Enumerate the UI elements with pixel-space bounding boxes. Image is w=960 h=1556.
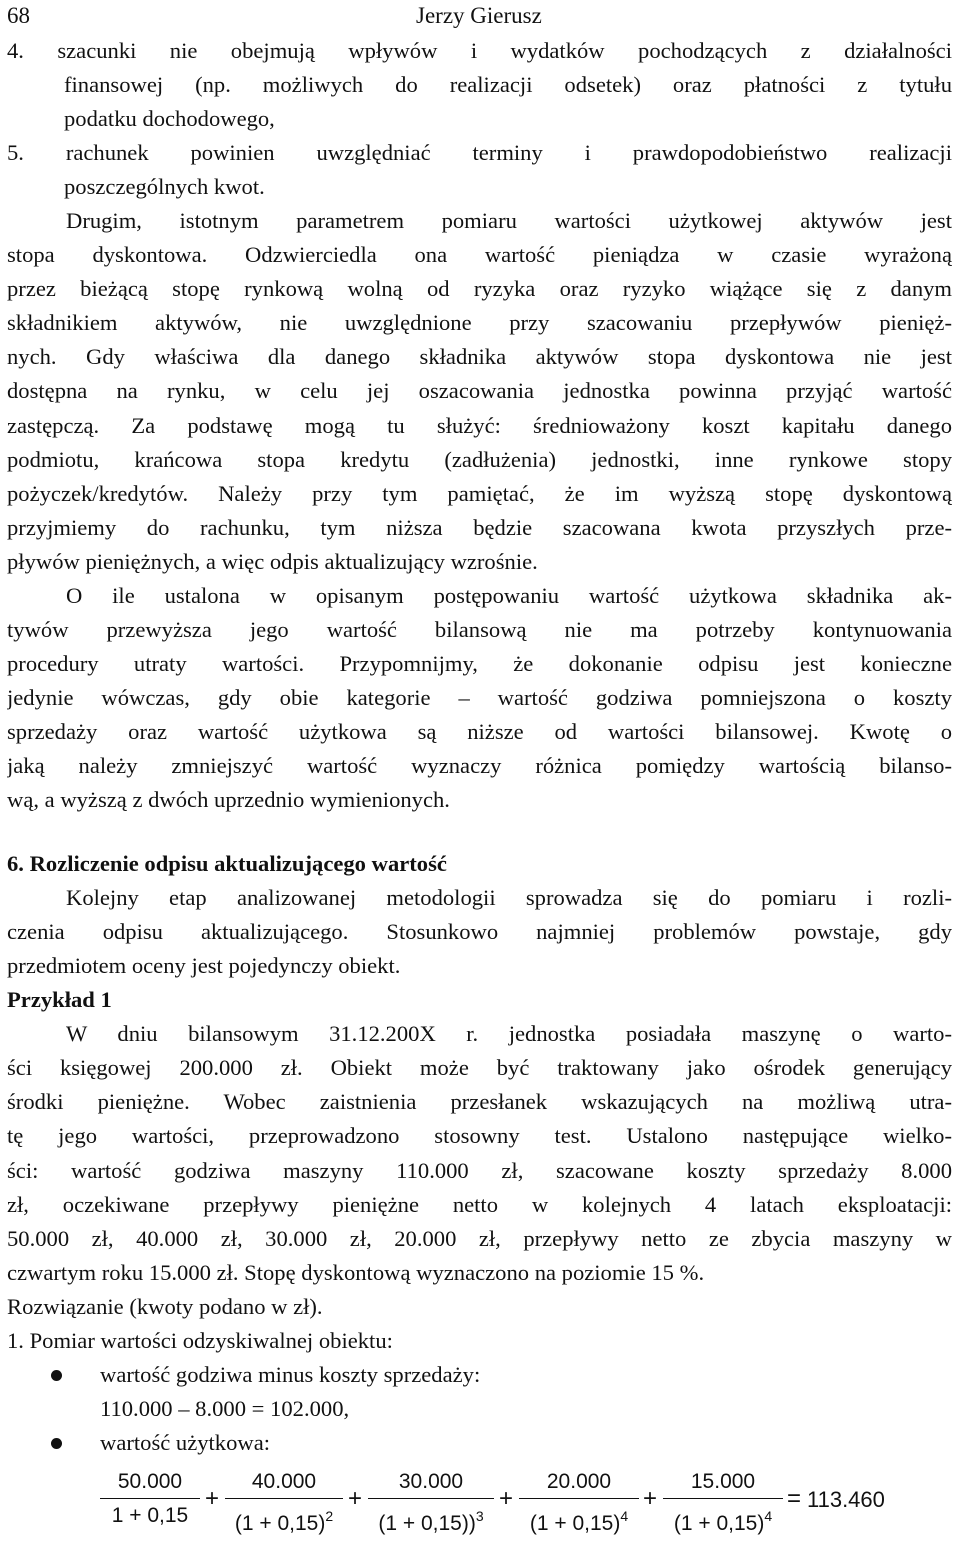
running-head-author: Jerzy Gierusz bbox=[416, 3, 542, 28]
plus-sign: + bbox=[643, 1484, 658, 1512]
paragraph-line: czwartym roku 15.000 zł. Stopę dyskontową wyznaczono na poziomie 15 %. bbox=[7, 1259, 705, 1285]
page-number: 68 bbox=[7, 3, 30, 28]
paragraph-line: przedmiotem oceny jest pojedynczy obiekt. bbox=[7, 953, 401, 979]
fraction-term bbox=[368, 1466, 494, 1533]
bullet-item-label: wartość użytkowa: bbox=[100, 1429, 271, 1455]
exponent: 4 bbox=[620, 1507, 629, 1524]
formula-result: 113.460 bbox=[807, 1486, 885, 1512]
exponent: 3 bbox=[475, 1507, 484, 1524]
fraction-term bbox=[100, 1466, 200, 1533]
paragraph-line: zastępczą. Za podstawę mogą tu służyć: średnioważony koszt kapitału danego bbox=[7, 412, 952, 438]
list-item-5: 5. rachunek powinien uwzględniać terminy i prawdopodobieństwo realizacji bbox=[7, 140, 952, 166]
paragraph-line: podmiotu, krańcowa stopa kredytu (zadłużenia) jednostki, inne rynkowe stopy bbox=[7, 446, 952, 472]
list-item-5-cont: poszczególnych kwot. bbox=[64, 174, 265, 200]
paragraph-line: tywów przewyższa jego wartość bilansową nie ma potrzeby kontynuowania bbox=[7, 616, 952, 642]
paragraph-line: ści księgowej 200.000 zł. Obiekt może być traktowany jako ośrodek generujący bbox=[7, 1055, 952, 1081]
paragraph-line: W dniu bilansowym 31.12.200X r. jednostka posiadała maszynę o warto- bbox=[66, 1021, 952, 1047]
list-item-4: 4. szacunki nie obejmują wpływów i wydatków pochodzących z działalności bbox=[7, 38, 952, 63]
paragraph-line: 50.000 zł, 40.000 zł, 30.000 zł, 20.000 zł, przepływy netto ze zbycia maszyny w bbox=[7, 1225, 952, 1251]
list-item-4-cont: podatku dochodowego, bbox=[64, 106, 275, 132]
paragraph-line: O ile ustalona w opisanym postępowaniu wartość użytkowa składnika ak- bbox=[66, 582, 952, 608]
denominator: 1 + 0,15 bbox=[111, 1503, 189, 1527]
denominator: (1 + 0,15))$^3$ bbox=[378, 1507, 484, 1535]
section-heading: 6. Rozliczenie odpisu aktualizującego wartość bbox=[7, 851, 447, 877]
paragraph-line: sprzedaży oraz wartość użytkowa są niższe od wartości bilansowej. Kwotę o bbox=[7, 718, 952, 744]
paragraph-line: pływów pieniężnych, a więc odpis aktualizujący wzrośnie. bbox=[7, 548, 538, 574]
denominator: $(1 + 0,15)^2$ bbox=[234, 1507, 334, 1535]
equals-sign: = bbox=[787, 1484, 802, 1512]
value-in-use-formula bbox=[7, 1466, 952, 1546]
paragraph-line: dostępna na rynku, w celu jej oszacowania jednostka powinna przyjąć wartość bbox=[7, 378, 952, 404]
bullet-item-calc bbox=[7, 1392, 952, 1426]
fraction-term bbox=[225, 1466, 343, 1533]
numerator: 30.000 bbox=[398, 1469, 464, 1493]
list-item-1: 1. Pomiar wartości odzyskiwalnej obiektu: bbox=[7, 1327, 393, 1353]
plus-sign: + bbox=[348, 1484, 363, 1512]
plus-sign: + bbox=[499, 1484, 514, 1512]
paragraph-line: Rozwiązanie (kwoty podano w zł). bbox=[7, 1293, 323, 1319]
paragraph-line: ści: wartość godziwa maszyny 110.000 zł, szacowane koszty sprzedaży 8.000 bbox=[7, 1157, 952, 1183]
document-page bbox=[7, 0, 952, 1546]
paragraph-line: jaką należy zmniejszyć wartość wyznaczy różnica pomiędzy wartością bilanso- bbox=[7, 752, 952, 778]
paragraph-line: nych. Gdy właściwa dla danego składnika aktywów stopa dyskontowa nie jest bbox=[7, 344, 952, 370]
bullet-item-fair-value bbox=[7, 1358, 952, 1392]
example-heading: Przykład 1 bbox=[7, 987, 112, 1013]
exponent: 2 bbox=[325, 1507, 334, 1524]
paragraph-line: jedynie wówczas, gdy obie kategorie – wartość godziwa pomniejszona o koszty bbox=[7, 684, 952, 710]
paragraph-line: Drugim, istotnym parametrem pomiaru wartości użytkowej aktywów jest bbox=[66, 208, 952, 234]
paragraph-line: przyjmiemy do rachunku, tym niższa będzie szacowana kwota przyszłych prze- bbox=[7, 514, 952, 540]
paragraph-line: czenia odpisu aktualizującego. Stosunkowo najmniej problemów powstaje, gdy bbox=[7, 919, 952, 945]
numerator: 40.000 bbox=[251, 1469, 317, 1493]
paragraph-line: Kolejny etap analizowanej metodologii sprowadza się do pomiaru i rozli- bbox=[66, 885, 952, 911]
list-item-4-cont: finansowej (np. możliwych do realizacji odsetek) oraz płatności z tytułu bbox=[64, 72, 952, 98]
denominator: $(1 + 0,15)^4$ bbox=[529, 1507, 629, 1535]
plus-sign: + bbox=[205, 1484, 220, 1512]
bullet-item-label: wartość godziwa minus koszty sprzedaży: bbox=[100, 1361, 481, 1387]
denominator: $(1 + 0,15)^4$ bbox=[673, 1507, 773, 1535]
numerator: 15.000 bbox=[690, 1469, 756, 1493]
bullet-icon bbox=[51, 1438, 62, 1449]
paragraph-line: wą, a wyższą z dwóch uprzednio wymienionych. bbox=[7, 787, 450, 813]
numerator: 50.000 bbox=[117, 1469, 183, 1493]
paragraph-line: tę jego wartości, przeprowadzono stosowny test. Ustalono następujące wielko- bbox=[7, 1123, 952, 1149]
exponent: 4 bbox=[764, 1507, 773, 1524]
bullet-icon bbox=[51, 1370, 62, 1381]
calculation-text: 110.000 – 8.000 = 102.000, bbox=[100, 1395, 350, 1421]
paragraph-line: zł, oczekiwane przepływy pieniężne netto w kolejnych 4 latach eksploatacji: bbox=[7, 1191, 952, 1217]
paragraph-line: składnikiem aktywów, nie uwzględnione przy szacowaniu przepływów pienięż- bbox=[7, 310, 952, 336]
numerator: 20.000 bbox=[546, 1469, 612, 1493]
bullet-item-value-in-use bbox=[7, 1426, 952, 1460]
paragraph-line: przez bieżącą stopę rynkową wolną od ryzyka oraz ryzyko wiążące się z danym bbox=[7, 276, 952, 302]
paragraph-line: pożyczek/kredytów. Należy przy tym pamiętać, że im wyższą stopę dyskontową bbox=[7, 480, 952, 506]
fraction-term bbox=[519, 1466, 639, 1533]
paragraph-line: środki pieniężne. Wobec zaistnienia przesłanek wskazujących na możliwą utra- bbox=[7, 1089, 952, 1115]
paragraph-line: procedury utraty wartości. Przypomnijmy, że dokonanie odpisu jest konieczne bbox=[7, 650, 952, 676]
page-header bbox=[7, 0, 952, 34]
fraction-term bbox=[663, 1466, 783, 1533]
paragraph-line: stopa dyskontowa. Odzwierciedla ona wartość pieniądza w czasie wyrażoną bbox=[7, 242, 952, 268]
